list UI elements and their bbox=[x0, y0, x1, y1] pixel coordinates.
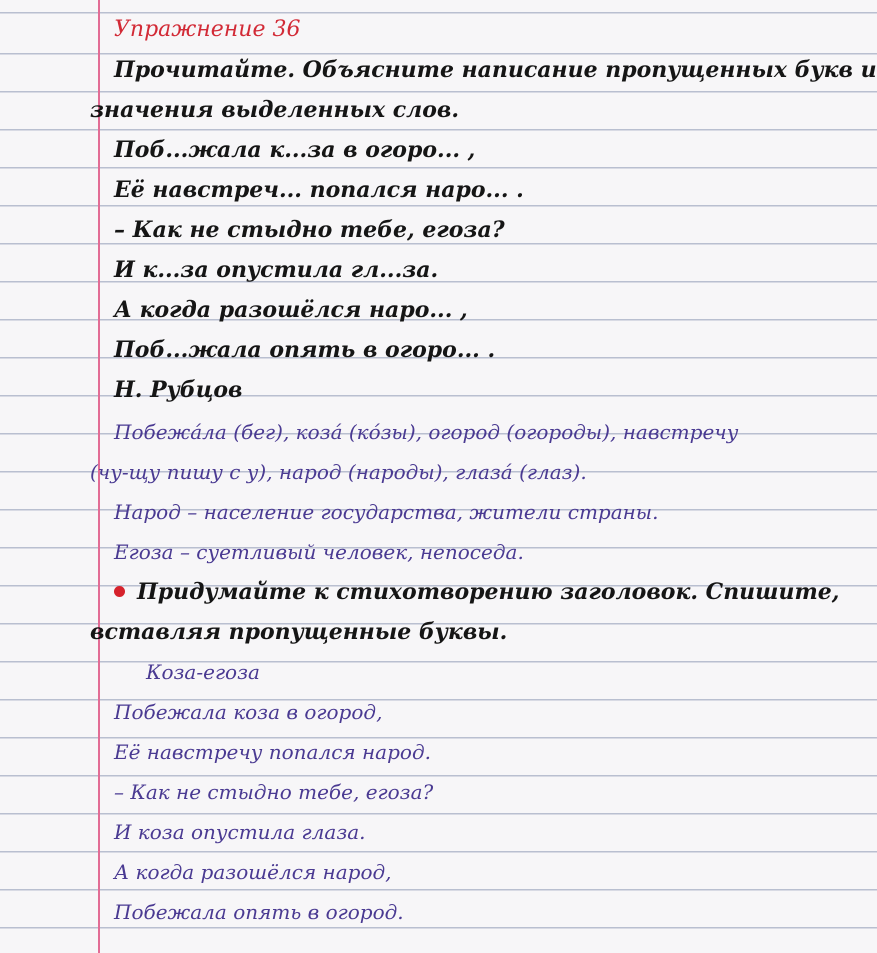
task2-instruction-line-2: вставляя пропущенные буквы. bbox=[90, 619, 508, 645]
poem-gap-line-2: Её навстреч... попался наро... . bbox=[114, 177, 524, 203]
bullet-icon bbox=[114, 586, 125, 597]
task-instruction-line-2: значения выделенных слов. bbox=[90, 97, 460, 123]
task-instruction-line-1: Прочитайте. Объясните написание пропущенных букв и bbox=[114, 57, 877, 83]
answer-poem-line-1: Побежала коза в огород, bbox=[114, 700, 383, 724]
answer-poem-line-6: Побежала опять в огород. bbox=[114, 900, 404, 924]
poem-gap-line-3: – Как не стыдно тебе, егоза? bbox=[114, 217, 505, 243]
task2-instruction-line-1 bbox=[114, 574, 839, 610]
answer-poem-line-5: А когда разошёлся народ, bbox=[114, 860, 392, 884]
poem-gap-line-1: Поб...жала к...за в огоро... , bbox=[114, 137, 476, 163]
poem-gap-line-6: Поб...жала опять в огоро... . bbox=[114, 337, 496, 363]
explanation-line-4: Егоза – суетливый человек, непоседа. bbox=[114, 540, 524, 564]
answer-poem-line-2: Её навстречу попался народ. bbox=[114, 740, 431, 764]
answer-poem-title: Коза-егоза bbox=[146, 660, 260, 684]
exercise-title: Упражнение 36 bbox=[114, 17, 301, 42]
answer-poem-line-3: – Как не стыдно тебе, егоза? bbox=[114, 780, 434, 804]
explanation-line-3: Народ – население государства, жители страны. bbox=[114, 500, 659, 524]
explanation-line-1: Побежа́ла (бег), коза́ (ко́зы), огород (огороды), навстречу bbox=[114, 420, 739, 444]
poem-author: Н. Рубцов bbox=[114, 377, 243, 403]
poem-gap-line-4: И к...за опустила гл...за. bbox=[114, 257, 439, 283]
task2-instruction-text: Придумайте к стихотворению заголовок. Спишите, bbox=[137, 579, 840, 605]
answer-poem-line-4: И коза опустила глаза. bbox=[114, 820, 366, 844]
poem-gap-line-5: А когда разошёлся наро... , bbox=[114, 297, 468, 323]
explanation-line-2: (чу-щу пишу с у), народ (народы), глаза́ (глаз). bbox=[90, 460, 587, 484]
